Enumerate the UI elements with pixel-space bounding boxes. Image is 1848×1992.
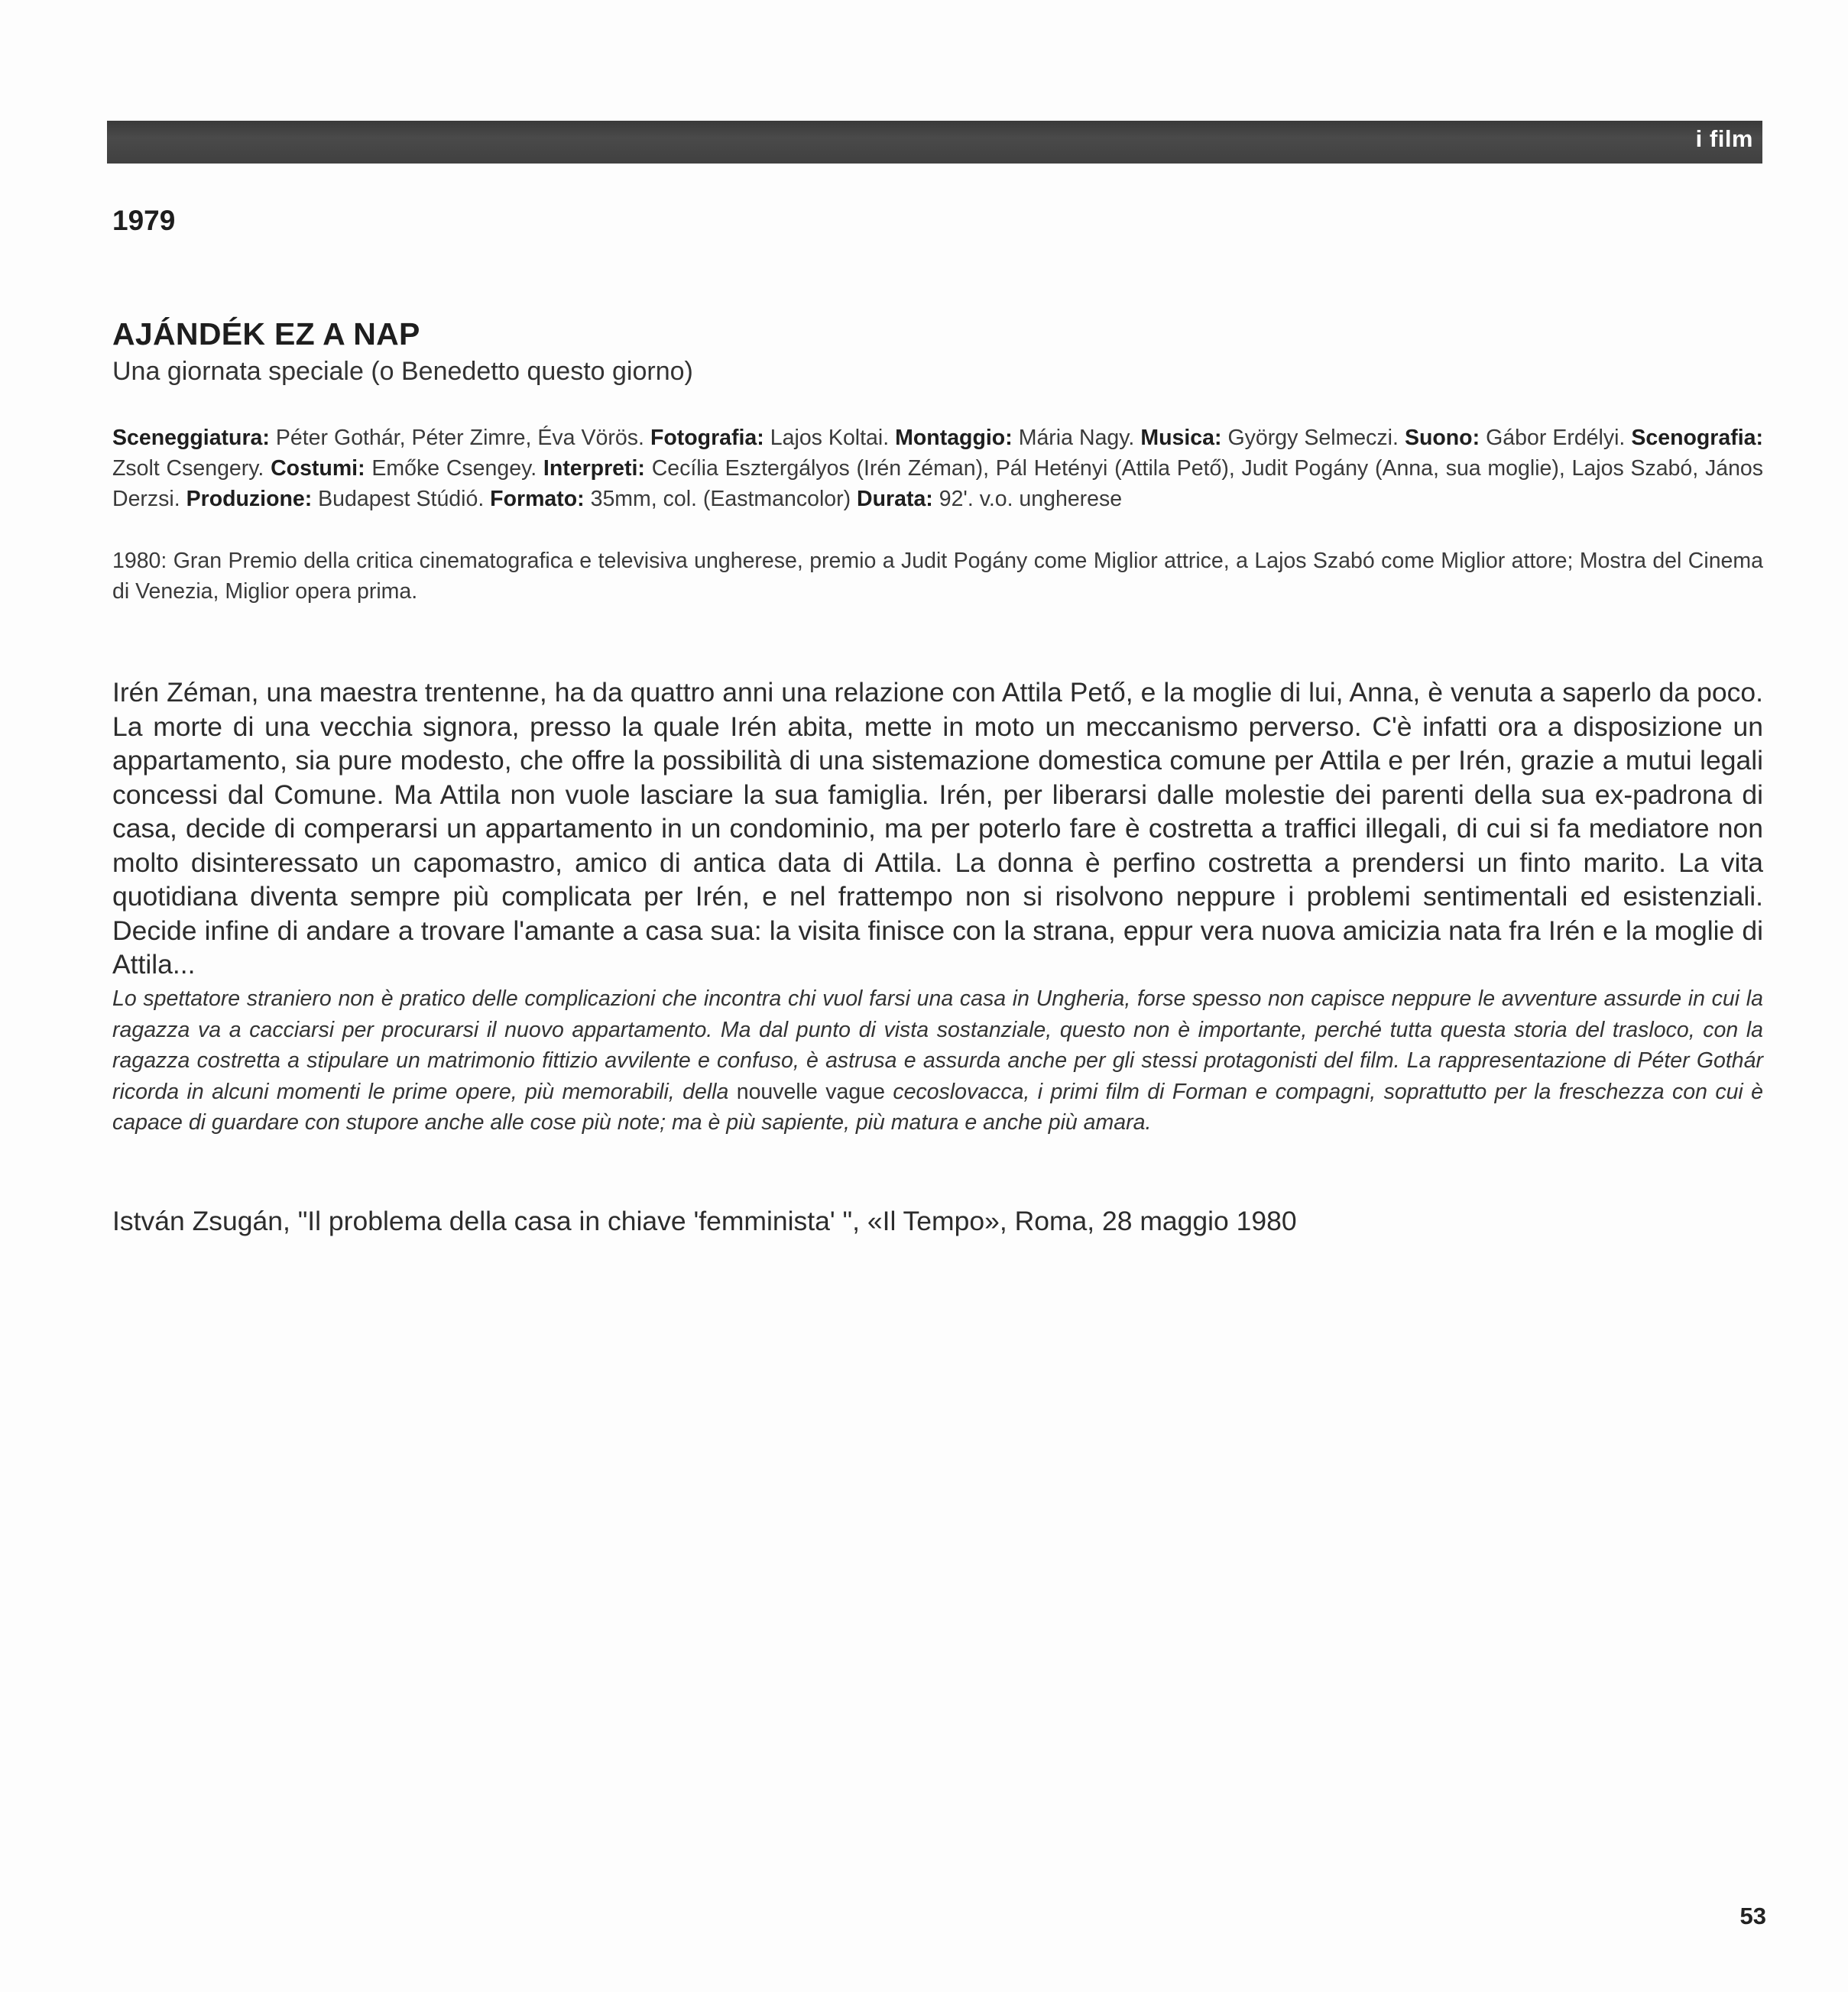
credit-value: Budapest Stúdió.	[312, 487, 491, 511]
review-text-nouvelle-vague: nouvelle vague	[736, 1079, 885, 1104]
credit-value: György Selmeczi.	[1221, 426, 1405, 450]
credit-value: 35mm, col. (Eastmancolor)	[584, 487, 858, 511]
credit-label: Interpreti:	[543, 456, 645, 481]
page-number: 53	[1739, 1903, 1766, 1929]
credit-value: Mária Nagy.	[1012, 426, 1141, 450]
credit-label: Musica:	[1140, 426, 1222, 450]
credits-block	[112, 423, 1763, 514]
review-quote	[112, 983, 1763, 1139]
credit-value: Zsolt Csengery.	[112, 456, 271, 481]
credit-label: Sceneggiatura:	[112, 426, 270, 450]
film-title: AJÁNDÉK EZ A NAP	[112, 316, 420, 351]
awards-paragraph: 1980: Gran Premio della critica cinematografica e televisiva ungherese, premio a Judit Pogány come Miglior attrice, a Lajos Szabó come Miglior attore; Mostra del Cinema di Venezia, Miglior opera prima.	[112, 549, 1763, 604]
film-year: 1979	[112, 205, 176, 236]
credit-label: Fotografia:	[650, 426, 764, 450]
credit-value: Péter Gothár, Péter Zimre, Éva Vörös.	[269, 426, 650, 450]
credit-label: Formato:	[490, 487, 585, 511]
section-label: i film	[1695, 125, 1753, 152]
film-subtitle: Una giornata speciale (o Benedetto questo giorno)	[112, 357, 693, 386]
credit-value: Emőke Csengey.	[365, 456, 543, 481]
credit-label: Produzione:	[186, 487, 313, 511]
review-text-part2: cecoslovacca, i primi film di Forman e compagni, soprattutto per la freschezza con cui è capace di guardare con stupore anche alle cose più note; ma è più sapiente, più matura e anche più amara.	[112, 1079, 1763, 1135]
credit-value: 92'. v.o. ungherese	[932, 487, 1123, 511]
credit-value: Gábor Erdélyi.	[1480, 426, 1632, 450]
credit-label: Montaggio:	[895, 426, 1013, 450]
credit-value: Lajos Koltai.	[764, 426, 896, 450]
credit-label: Durata:	[857, 487, 933, 511]
credit-label: Scenografia:	[1631, 426, 1764, 450]
credit-value: Cecília Esztergályos (Irén Zéman), Pál Hetényi (Attila Pető), Judit Pogány (Anna, sua moglie), Lajos Szabó, János Derzsi.	[112, 456, 1764, 511]
synopsis-paragraph: Irén Zéman, una maestra trentenne, ha da quattro anni una relazione con Attila Pető, e la moglie di lui, Anna, è venuta a saperlo da poco. La morte di una vecchia signora, presso la quale Irén abita, mette in moto un meccanismo perverso. C'è infatti ora a disposizione un appartamento, sia pure modesto, che offre la possibilità di una sistemazione domestica comune per Attila e per Irén, grazie a mutui legali concessi dal Comune. Ma Attila non vuole lasciare la sua famiglia. Irén, per liberarsi dalle molestie dei parenti della sua ex-padrona di casa, decide di comperarsi un appartamento in un condominio, ma per poterlo fare è costretta a traffici illegali, di cui si fa mediatore non molto disinteressato un capomastro, amico di antica data di Attila. La donna è perfino costretta a prendersi un finto marito. La vita quotidiana diventa sempre più complicata per Irén, e nel frattempo non si risolvono neppure i problemi sentimentali ed esistenziali. Decide infine di andare a trovare l'amante a casa sua: la visita finisce con la strana, eppur vera nuova amicizia nata fra Irén e la moglie di Attila...	[112, 677, 1763, 980]
review-text-part1: Lo spettatore straniero non è pratico delle complicazioni che incontra chi vuol farsi una casa in Ungheria, forse spesso non capisce neppure le avventure assurde in cui la ragazza va a cacciarsi per procurarsi il nuovo appartamento. Ma dal punto di vista sostanziale, questo non è importante, perché tutta questa storia del trasloco, con la ragazza costretta a stipulare un matrimonio fittizio avvilente e confuso, è astrusa e assurda anche per gli stessi protagonisti del film. La rappresentazione di Péter Gothár ricorda in alcuni momenti le prime opere, più memorabili, della	[112, 986, 1763, 1104]
review-citation: István Zsugán, "Il problema della casa in chiave 'femminista' ", «Il Tempo», Roma, 28 maggio 1980	[112, 1206, 1297, 1236]
credit-label: Costumi:	[271, 456, 365, 481]
section-header-bar	[107, 121, 1762, 164]
credit-label: Suono:	[1404, 426, 1480, 450]
